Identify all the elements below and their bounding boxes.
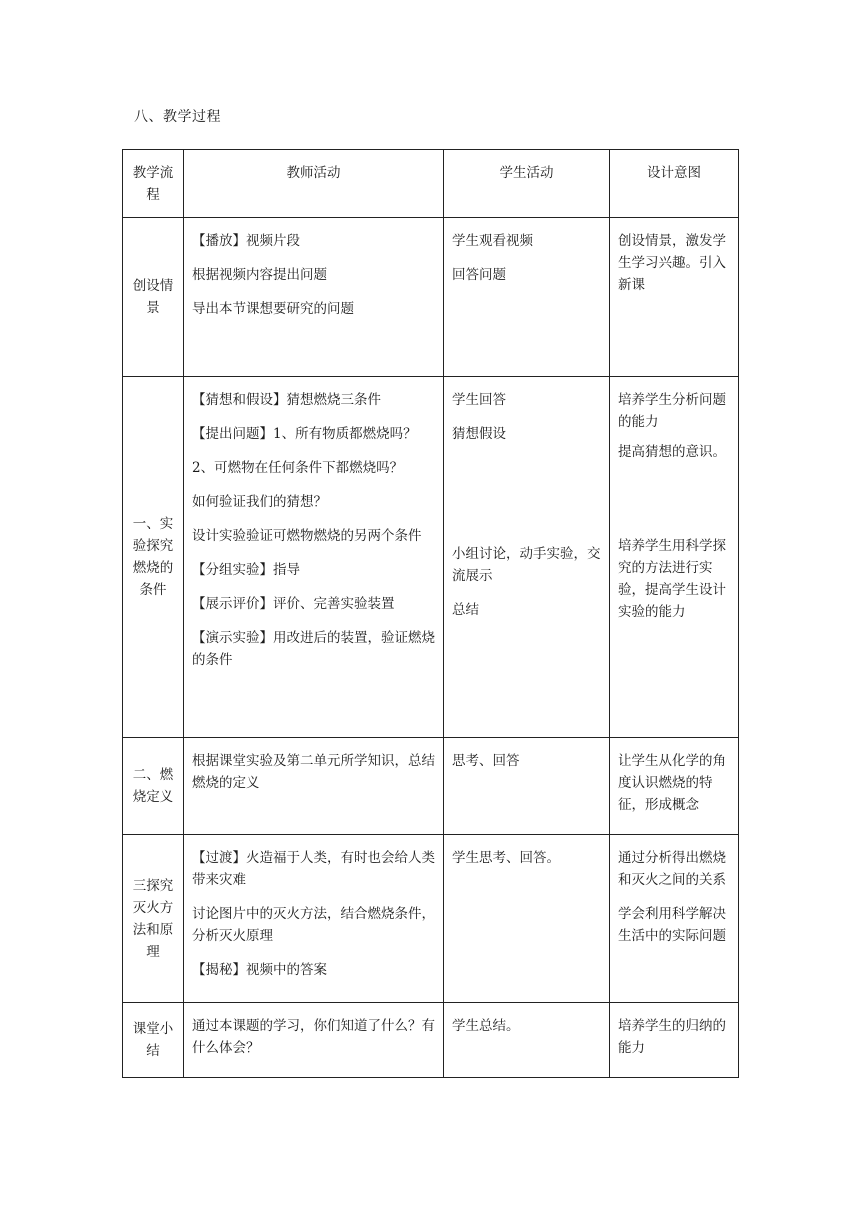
teacher-cell xyxy=(184,835,444,1003)
teacher-line: 【播放】视频片段 xyxy=(192,233,300,249)
intent-line: 让学生从化学的角度认识燃烧的特征，形成概念 xyxy=(618,753,726,813)
stage-cell: 课堂小结 xyxy=(123,1003,184,1078)
intent-cell xyxy=(610,835,739,1003)
student-cell xyxy=(444,218,610,377)
teacher-line: 讨论图片中的灭火方法，结合燃烧条件，分析灭火原理 xyxy=(192,906,435,944)
teacher-cell xyxy=(184,218,444,377)
table-header-row xyxy=(123,150,739,218)
student-line: 学生思考、回答。 xyxy=(452,850,560,866)
teacher-line: 根据课堂实验及第二单元所学知识，总结燃烧的定义 xyxy=(192,753,435,791)
intent-line: 培养学生的归纳的能力 xyxy=(618,1018,726,1056)
student-cell xyxy=(444,1003,610,1078)
intent-line: 学会利用科学解决生活中的实际问题 xyxy=(618,906,726,944)
intent-cell xyxy=(610,218,739,377)
teacher-line: 导出本节课想要研究的问题 xyxy=(192,301,354,317)
student-cell xyxy=(444,738,610,835)
intent-cell xyxy=(610,738,739,835)
student-line: 学生回答 xyxy=(452,392,506,408)
teacher-line: 【过渡】火造福于人类，有时也会给人类带来灾难 xyxy=(192,850,435,888)
table-row xyxy=(123,377,739,738)
student-line: 小组讨论，动手实验，交流展示 xyxy=(452,546,601,584)
intent-line: 培养学生用科学探究的方法进行实验，提高学生设计实验的能力 xyxy=(618,538,726,620)
student-line: 思考、回答 xyxy=(452,753,520,769)
intent-line: 通过分析得出燃烧和灭火之间的关系 xyxy=(618,850,726,888)
student-line: 总结 xyxy=(452,602,479,618)
header-student: 学生活动 xyxy=(444,150,610,218)
teacher-line: 如何验证我们的猜想？ xyxy=(192,494,327,510)
teacher-line: 【提出问题】1、所有物质都燃烧吗？ xyxy=(192,426,417,442)
student-line: 猜想假设 xyxy=(452,426,506,442)
student-line: 学生观看视频 xyxy=(452,233,533,249)
intent-cell xyxy=(610,1003,739,1078)
table-row xyxy=(123,835,739,1003)
teacher-line: 【揭秘】视频中的答案 xyxy=(192,962,327,978)
stage-cell: 三探究灭火方法和原理 xyxy=(123,835,184,1003)
student-line: 学生总结。 xyxy=(452,1018,520,1034)
intent-line: 培养学生分析问题的能力 xyxy=(618,392,726,430)
table-row xyxy=(123,218,739,377)
student-cell xyxy=(444,835,610,1003)
intent-line: 创设情景，激发学生学习兴趣。引入新课 xyxy=(618,233,726,293)
header-stage: 教学流程 xyxy=(123,150,184,218)
teacher-line: 【演示实验】用改进后的装置，验证燃烧的条件 xyxy=(192,630,435,668)
teacher-line: 通过本课题的学习，你们知道了什么？有什么体会？ xyxy=(192,1018,435,1056)
teacher-cell xyxy=(184,738,444,835)
teacher-line: 根据视频内容提出问题 xyxy=(192,267,327,283)
header-teacher: 教师活动 xyxy=(184,150,444,218)
student-line: 回答问题 xyxy=(452,267,506,283)
intent-line: 提高猜想的意识。 xyxy=(618,444,726,460)
stage-cell: 二、燃烧定义 xyxy=(123,738,184,835)
teacher-line: 【猜想和假设】猜想燃烧三条件 xyxy=(192,392,381,408)
table-row xyxy=(123,1003,739,1078)
section-title: 八、教学过程 xyxy=(134,109,221,125)
teaching-process-table xyxy=(122,149,739,1078)
stage-cell: 一、实验探究燃烧的条件 xyxy=(123,377,184,738)
teacher-line: 【展示评价】评价、完善实验装置 xyxy=(192,596,395,612)
header-intent: 设计意图 xyxy=(610,150,739,218)
stage-cell: 创设情景 xyxy=(123,218,184,377)
table-row xyxy=(123,738,739,835)
teacher-cell xyxy=(184,1003,444,1078)
student-cell xyxy=(444,377,610,738)
teacher-line: 设计实验验证可燃物燃烧的另两个条件 xyxy=(192,528,422,544)
teacher-line: 2、可燃物在任何条件下都燃烧吗？ xyxy=(192,460,404,476)
teacher-cell xyxy=(184,377,444,738)
intent-cell xyxy=(610,377,739,738)
teacher-line: 【分组实验】指导 xyxy=(192,562,300,578)
